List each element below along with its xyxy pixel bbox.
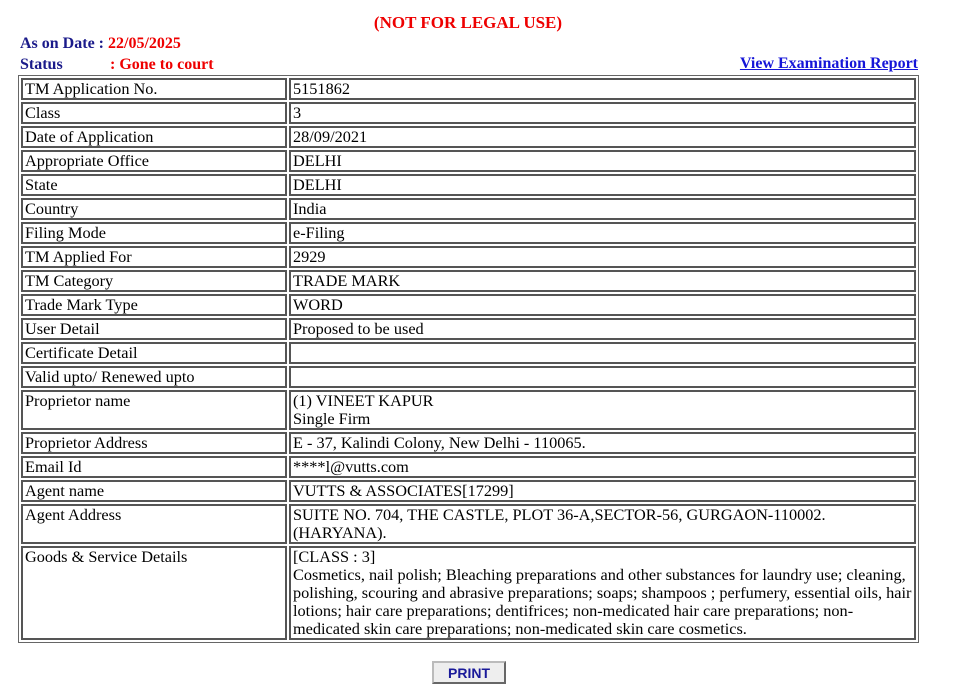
details-label: State [21,174,287,196]
status-value: : Gone to court [110,56,214,73]
details-row [21,270,916,292]
details-label: User Detail [21,318,287,340]
details-row [21,174,916,196]
details-row [21,390,916,430]
application-details-table [18,75,919,643]
details-value [289,198,916,220]
details-value-line: (1) VINEET KAPUR [293,391,434,410]
details-label: Proprietor name [21,390,287,430]
details-value-line: ****l@vutts.com [293,457,409,476]
details-label: Country [21,198,287,220]
details-value-line: WORD [293,295,343,314]
view-examination-report-link[interactable]: View Examination Report [739,55,918,72]
as-on-date-label: As on Date : [20,35,104,52]
details-row [21,456,916,478]
not-for-legal-use-notice: (NOT FOR LEGAL USE) [373,13,563,32]
as-on-date-value: 22/05/2025 [108,35,181,52]
details-value [289,390,916,430]
details-row [21,366,916,388]
details-label: Certificate Detail [21,342,287,364]
details-value-line: E - 37, Kalindi Colony, New Delhi - 110065. [293,433,586,452]
details-value-line: 5151862 [293,79,350,98]
details-value [289,456,916,478]
details-label: Valid upto/ Renewed upto [21,366,287,388]
details-label: Class [21,102,287,124]
details-label: Appropriate Office [21,150,287,172]
details-row [21,294,916,316]
details-label: Trade Mark Type [21,294,287,316]
details-value [289,246,916,268]
details-value [289,150,916,172]
details-label: Agent Address [21,504,287,544]
details-value-line: Single Firm [293,409,371,428]
details-value [289,318,916,340]
details-row [21,126,916,148]
details-value-line: India [293,199,327,218]
details-value [289,342,916,364]
details-value-line: Cosmetics, nail polish; Bleaching preparations and other substances for laundry use; cleaning, polishing, scouring and abrasive preparations; soaps; shampoos ; perfumery, essential oils, hair lotions; hair care preparations; dentifrices; non-medicated hair care preparations; non-medicated skin care preparations; non-medicated skin care cosmetics. [293,565,912,638]
details-value-line: 2929 [293,247,326,266]
details-label: Agent name [21,480,287,502]
details-value-line: SUITE NO. 704, THE CASTLE, PLOT 36-A,SECTOR-56, GURGAON-110002. (HARYANA). [293,505,826,542]
details-row [21,480,916,502]
details-row [21,504,916,544]
details-value [289,222,916,244]
status-label: Status [20,56,63,73]
details-row [21,222,916,244]
details-label: Email Id [21,456,287,478]
details-value-line: e-Filing [293,223,345,242]
details-value [289,504,916,544]
details-value-line: [CLASS : 3] [293,547,376,566]
details-value [289,102,916,124]
details-value [289,270,916,292]
details-value-line: VUTTS & ASSOCIATES[17299] [293,481,514,500]
details-value [289,78,916,100]
details-row [21,318,916,340]
details-value [289,480,916,502]
details-value-line: DELHI [293,151,342,170]
details-value [289,546,916,640]
details-value-line: TRADE MARK [293,271,401,290]
details-row [21,150,916,172]
details-label: Goods & Service Details [21,546,287,640]
details-row [21,546,916,640]
details-label: Date of Application [21,126,287,148]
status [20,56,214,74]
details-value [289,366,916,388]
print-button[interactable]: PRINT [432,661,506,684]
details-row [21,198,916,220]
details-row [21,432,916,454]
details-row [21,102,916,124]
details-label: Filing Mode [21,222,287,244]
details-label: TM Category [21,270,287,292]
details-value [289,126,916,148]
as-on-date [20,35,181,53]
details-row [21,246,916,268]
details-label: TM Applied For [21,246,287,268]
details-value-line: DELHI [293,175,342,194]
details-value-line: 3 [293,103,302,122]
details-label: TM Application No. [21,78,287,100]
details-value [289,432,916,454]
details-row [21,342,916,364]
details-value [289,294,916,316]
details-value-line: Proposed to be used [293,319,424,338]
details-value [289,174,916,196]
details-label: Proprietor Address [21,432,287,454]
details-row [21,78,916,100]
details-value-line: 28/09/2021 [293,127,368,146]
